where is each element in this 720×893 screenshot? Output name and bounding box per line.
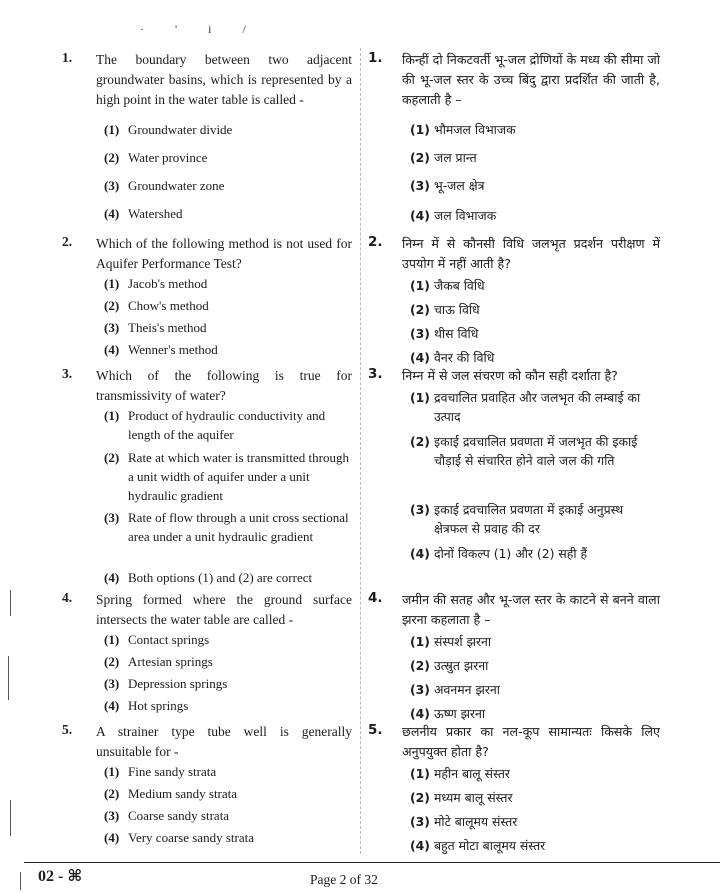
question-4-en bbox=[62, 590, 352, 713]
question-text: निम्न में से कौनसी विधि जलभृत प्रदर्शन परीक्षण में उपयोग में नहीं आती है? bbox=[402, 236, 660, 271]
option-text: Product of hydraulic conductivity and length of the aquifer bbox=[128, 408, 326, 442]
option-number: (1) bbox=[104, 632, 120, 647]
question-number: 5. bbox=[62, 722, 73, 737]
option-number: (3) bbox=[104, 808, 120, 823]
option-text: भौमजल विभाजक bbox=[434, 122, 516, 137]
option-number: (3) bbox=[410, 326, 430, 341]
page-number: Page 2 of 32 bbox=[310, 872, 378, 887]
left-margin-mark bbox=[10, 800, 11, 836]
footer-rule bbox=[24, 862, 720, 863]
option-number: (4) bbox=[410, 546, 430, 561]
option-number: (1) bbox=[104, 276, 120, 291]
option-text: Theis's method bbox=[128, 320, 207, 335]
left-margin-mark bbox=[8, 656, 9, 700]
option-number: (2) bbox=[104, 786, 120, 801]
question-2-en bbox=[62, 234, 352, 357]
option-text: Wenner's method bbox=[128, 342, 218, 357]
option-3 bbox=[104, 806, 352, 825]
option-text: भू-जल क्षेत्र bbox=[434, 178, 485, 193]
question-1-en bbox=[62, 50, 352, 221]
column-divider bbox=[360, 48, 361, 854]
option-number: (3) bbox=[410, 178, 430, 193]
option-number: (2) bbox=[104, 654, 120, 669]
question-text: Spring formed where the ground surface intersects the water table are called - bbox=[96, 592, 352, 627]
option-3 bbox=[104, 508, 352, 546]
option-text: जल विभाजक bbox=[434, 208, 497, 223]
option-number: (2) bbox=[104, 298, 120, 313]
option-4 bbox=[410, 836, 660, 855]
option-number: (3) bbox=[410, 682, 430, 697]
option-text: ऊष्ण झरना bbox=[434, 706, 486, 721]
option-4 bbox=[410, 544, 660, 563]
option-number: (1) bbox=[104, 408, 120, 423]
option-number: (3) bbox=[104, 320, 120, 335]
option-2 bbox=[104, 296, 352, 315]
option-number: (3) bbox=[104, 178, 120, 193]
option-4 bbox=[410, 704, 660, 723]
option-text: मध्यम बालू संस्तर bbox=[434, 790, 513, 805]
option-text: द्रवचालित प्रवाहित और जलभृत की लम्बाई का उत्पाद bbox=[434, 390, 641, 424]
option-1 bbox=[104, 406, 352, 444]
question-text: छलनीय प्रकार का नल-कूप सामान्यतः किसके लिए अनुपयुक्त होता है? bbox=[402, 724, 660, 759]
option-1 bbox=[410, 388, 660, 426]
option-1 bbox=[410, 120, 660, 139]
option-text: दोनों विकल्प (1) और (2) सही हैं bbox=[434, 546, 588, 561]
option-text: Rate of flow through a unit cross sectional area under a unit hydraulic gradient bbox=[128, 510, 349, 544]
option-text: Groundwater divide bbox=[128, 122, 233, 137]
option-2 bbox=[410, 300, 660, 319]
option-text: Coarse sandy strata bbox=[128, 808, 230, 823]
option-3 bbox=[410, 500, 660, 538]
option-text: Depression springs bbox=[128, 676, 228, 691]
stray-marks: · ' i / bbox=[140, 22, 260, 36]
option-3 bbox=[410, 324, 660, 343]
option-text: Water province bbox=[128, 150, 208, 165]
option-text: जल प्रान्त bbox=[434, 150, 477, 165]
option-number: (2) bbox=[410, 790, 430, 805]
question-text: निम्न में से जल संचरण को कौन सही दर्शाता है? bbox=[402, 368, 618, 383]
option-number: (4) bbox=[410, 208, 430, 223]
option-number: (2) bbox=[410, 150, 430, 165]
option-text: Chow's method bbox=[128, 298, 209, 313]
option-3 bbox=[410, 812, 660, 831]
option-text: Groundwater zone bbox=[128, 178, 225, 193]
question-5-en bbox=[62, 722, 352, 845]
option-number: (2) bbox=[410, 302, 430, 317]
booklet-code: 02 - ⌘ bbox=[38, 868, 83, 885]
option-1 bbox=[104, 630, 352, 649]
option-3 bbox=[104, 318, 352, 337]
question-number: 5. bbox=[368, 722, 383, 738]
option-number: (2) bbox=[104, 150, 120, 165]
option-text: इकाई द्रवचालित प्रवणता में जलभृत की इकाई चौड़ाई से संचारित होने वाले जल की गति bbox=[434, 434, 638, 468]
question-1-hi bbox=[368, 50, 660, 223]
question-text: Which of the following method is not used for Aquifer Performance Test? bbox=[96, 236, 352, 271]
question-text: The boundary between two adjacent groundwater basins, which is represented by a high point in the water table is called - bbox=[96, 52, 352, 107]
question-text: A strainer type tube well is generally unsuitable for - bbox=[96, 724, 352, 759]
option-number: (3) bbox=[104, 676, 120, 691]
option-2 bbox=[104, 148, 352, 167]
option-text: महीन बालू संस्तर bbox=[434, 766, 510, 781]
question-number: 3. bbox=[368, 366, 383, 382]
question-number: 2. bbox=[62, 234, 73, 249]
option-1 bbox=[410, 632, 660, 651]
option-text: इकाई द्रवचालित प्रवणता में इकाई अनुप्रस्थ क्षेत्रफल से प्रवाह की दर bbox=[434, 502, 624, 536]
option-text: संस्पर्श झरना bbox=[434, 634, 492, 649]
option-number: (4) bbox=[104, 830, 120, 845]
option-number: (4) bbox=[410, 706, 430, 721]
option-1 bbox=[104, 762, 352, 781]
option-number: (3) bbox=[410, 814, 430, 829]
option-text: बहुत मोटा बालूमय संस्तर bbox=[434, 838, 546, 853]
option-4 bbox=[410, 206, 660, 225]
option-number: (1) bbox=[104, 764, 120, 779]
option-text: अवनमन झरना bbox=[434, 682, 500, 697]
option-number: (4) bbox=[104, 698, 120, 713]
option-number: (4) bbox=[104, 342, 120, 357]
option-1 bbox=[104, 120, 352, 139]
option-number: (1) bbox=[410, 390, 430, 405]
question-number: 3. bbox=[62, 366, 73, 381]
option-number: (4) bbox=[410, 350, 430, 365]
question-3-hi bbox=[368, 366, 660, 561]
left-margin-mark bbox=[10, 590, 11, 616]
option-4 bbox=[104, 828, 352, 847]
option-3 bbox=[104, 176, 352, 195]
question-number: 4. bbox=[62, 590, 73, 605]
option-number: (3) bbox=[410, 502, 430, 517]
left-margin-mark bbox=[20, 872, 21, 890]
option-1 bbox=[104, 274, 352, 293]
question-number: 2. bbox=[368, 234, 383, 250]
option-text: Artesian springs bbox=[128, 654, 213, 669]
option-text: Watershed bbox=[128, 206, 183, 221]
option-2 bbox=[104, 652, 352, 671]
option-number: (1) bbox=[104, 122, 120, 137]
option-number: (4) bbox=[104, 206, 120, 221]
option-2 bbox=[104, 784, 352, 803]
option-number: (4) bbox=[104, 570, 120, 585]
question-number: 4. bbox=[368, 590, 383, 606]
option-3 bbox=[104, 674, 352, 693]
option-number: (4) bbox=[410, 838, 430, 853]
option-4 bbox=[104, 340, 352, 359]
option-text: Fine sandy strata bbox=[128, 764, 217, 779]
question-3-en bbox=[62, 366, 352, 585]
option-text: Jacob's method bbox=[128, 276, 208, 291]
question-text: Which of the following is true for transmissivity of water? bbox=[96, 368, 352, 403]
question-4-hi bbox=[368, 590, 660, 721]
question-5-hi bbox=[368, 722, 660, 853]
option-2 bbox=[410, 148, 660, 167]
option-text: Medium sandy strata bbox=[128, 786, 238, 801]
option-2 bbox=[104, 448, 352, 505]
question-text: जमीन की सतह और भू-जल स्तर के काटने से बनने वाला झरना कहलाता है – bbox=[402, 592, 660, 627]
option-1 bbox=[410, 276, 660, 295]
option-text: Very coarse sandy strata bbox=[128, 830, 254, 845]
option-3 bbox=[410, 176, 660, 195]
option-number: (1) bbox=[410, 634, 430, 649]
option-4 bbox=[410, 348, 660, 367]
option-2 bbox=[410, 788, 660, 807]
option-2 bbox=[410, 432, 660, 470]
option-4 bbox=[104, 204, 352, 223]
option-text: वैनर की विधि bbox=[434, 350, 495, 365]
option-text: Rate at which water is transmitted through a unit width of aquifer under a unit hydraulic gradient bbox=[128, 450, 349, 503]
option-text: उत्स्रुत झरना bbox=[434, 658, 489, 673]
option-number: (1) bbox=[410, 122, 430, 137]
option-text: Both options (1) and (2) are correct bbox=[128, 570, 313, 585]
option-number: (1) bbox=[410, 766, 430, 781]
question-number: 1. bbox=[62, 50, 73, 65]
option-text: थीस विधि bbox=[434, 326, 479, 341]
option-4 bbox=[104, 696, 352, 715]
option-text: Hot springs bbox=[128, 698, 189, 713]
question-number: 1. bbox=[368, 50, 383, 66]
option-4 bbox=[104, 568, 352, 587]
question-2-hi bbox=[368, 234, 660, 365]
option-text: चाऊ विधि bbox=[434, 302, 480, 317]
option-text: मोटे बालूमय संस्तर bbox=[434, 814, 518, 829]
option-number: (2) bbox=[410, 434, 430, 449]
option-1 bbox=[410, 764, 660, 783]
option-number: (2) bbox=[104, 450, 120, 465]
option-text: Contact springs bbox=[128, 632, 210, 647]
option-number: (1) bbox=[410, 278, 430, 293]
option-3 bbox=[410, 680, 660, 699]
option-number: (3) bbox=[104, 510, 120, 525]
option-text: जैकब विधि bbox=[434, 278, 485, 293]
option-2 bbox=[410, 656, 660, 675]
option-number: (2) bbox=[410, 658, 430, 673]
question-text: किन्हीं दो निकटवर्ती भू-जल द्रोणियों के मध्य की सीमा जो की भू-जल स्तर के उच्च बिंदु द्वारा प्रदर्शित की जाती है, कहलाती है – bbox=[402, 52, 660, 107]
